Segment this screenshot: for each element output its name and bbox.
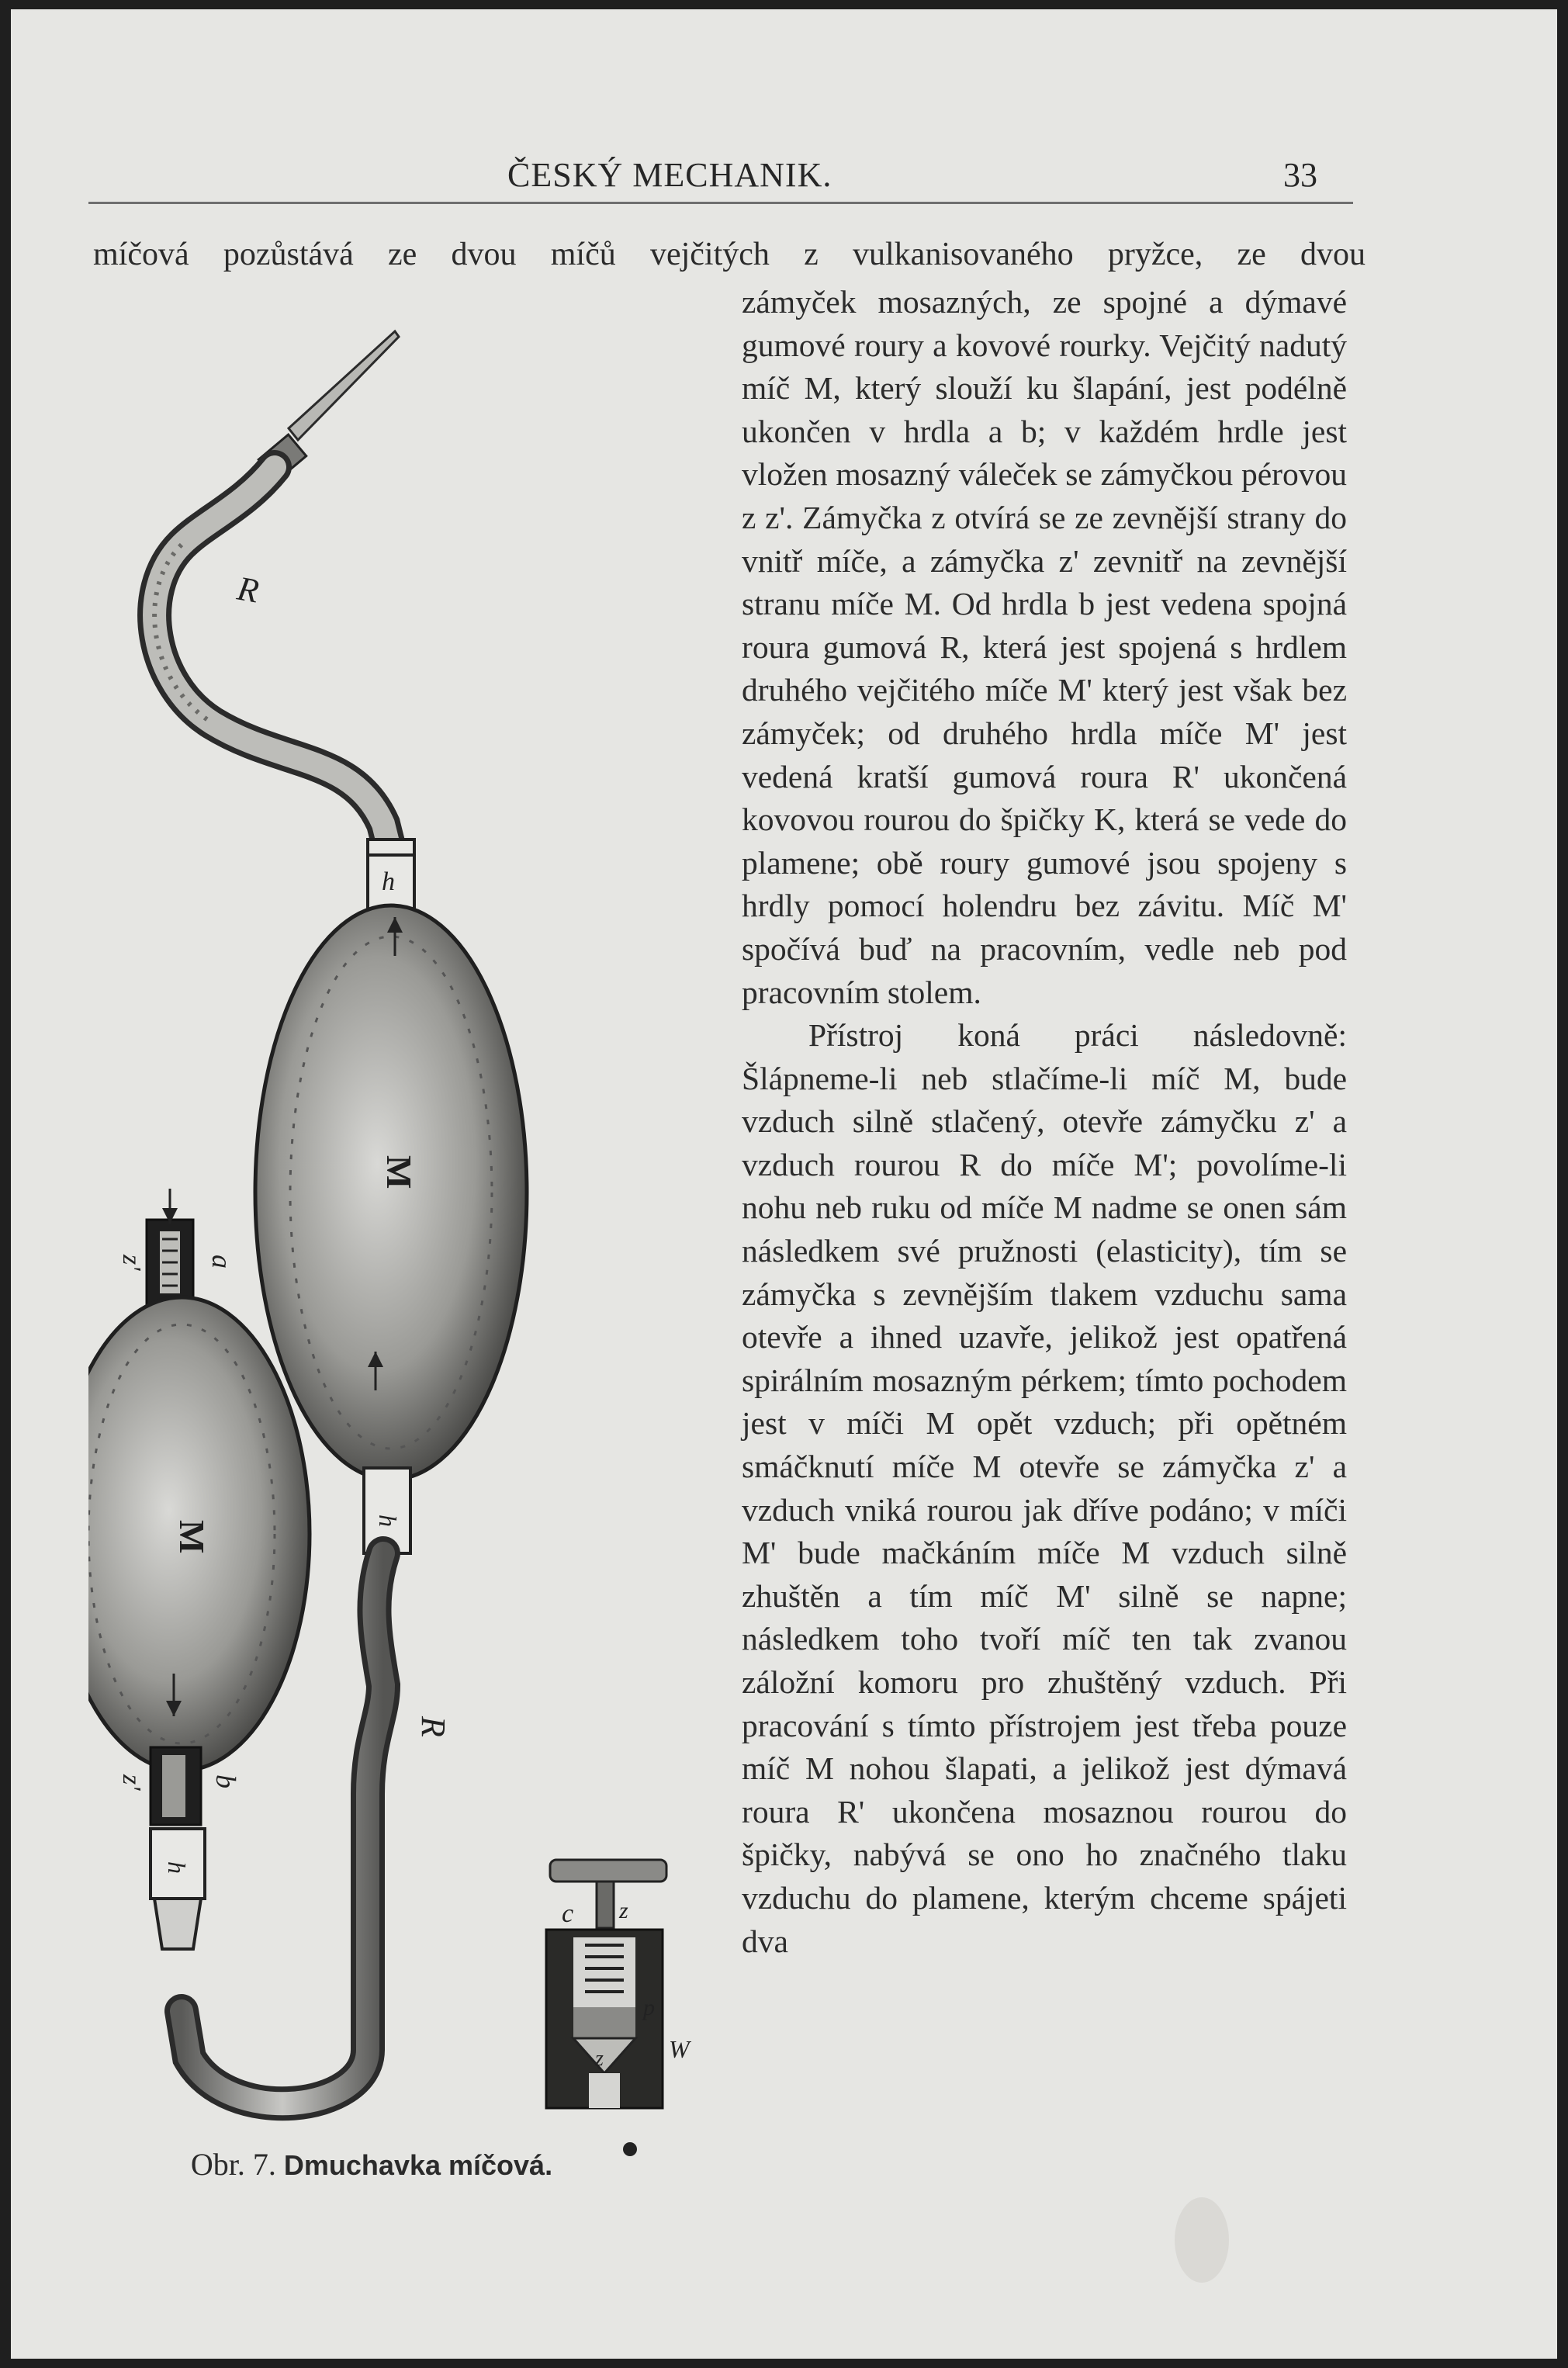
text-column: [742, 281, 1347, 1963]
paragraph-2: Přístroj koná práci následovně: Šlápneme-li neb stlačíme-li míč M, bude vzduch silně stlačený, otevře zámyčku z' a vzduch rourou R do míče M'; povolíme-li nohu neb ruku od míče M nadme se onen sám následkem své pružnosti (elasticity), tím se zámyčka s zevnějším tlakem vzduchu sama otevře a ihned uzavře, jelikož jest opatřená spirálním mosazným pérkem; tímto pochodem jest v míči M opět vzduch; při opětném smáčknutí míče M otevře se zámyčka z' a vzduch vniká rourou jak dříve podáno; v míči M' bude mačkáním míče M vzduch silně zhuštěn a tím míč M' silně se napne; následkem toho tvoří míč ten tak zvanou záložní komoru pro zhuštěný vzduch. Při pracování s tímto přístrojem jest třeba pouze míč M nohou šlapati, a jelikož jest dýmavá roura R' ukončena mosaznou rourou do špičky, nabývá se ono ho značného tlaku vzduchu do plamene, kterým chceme spájeti dva: [742, 1017, 1347, 1959]
label-lower-ball: M: [172, 1520, 212, 1554]
label-hose-middle: R: [414, 1716, 452, 1737]
page-number: 33: [1283, 156, 1317, 194]
blowpipe-illustration: [88, 320, 732, 2166]
label-detail-z2: z: [595, 2047, 604, 2071]
paper-stain: [1175, 2197, 1229, 2283]
label-detail-z: z: [619, 1898, 628, 1923]
running-head: [11, 155, 1557, 202]
first-text-line: míčová pozůstává ze dvou míčů vejčitých z vulkanisovaného pryžce, ze dvou: [93, 237, 1366, 272]
label-valve-z2: z': [117, 1774, 146, 1791]
label-detail-w: W: [669, 2035, 690, 2063]
label-neck-low: h: [163, 1861, 191, 1874]
label-hose-top: R: [234, 569, 262, 611]
label-detail-c: c: [562, 1899, 574, 1928]
caption-title: Dmuchavka míčová.: [283, 2149, 553, 2181]
paragraph-1: zámyček mosazných, ze spojné a dýmavé gumové roury a kovové rourky. Vejčitý nadutý míč M, který slouží ku šlapání, jest podélně ukončen v hrdla a b; v každém hrdle jest vložen mosazný váleček se zámyčkou pérovou z z'. Zámyčka z otvírá se ze zevnější strany do vnitř míče, a zámyčka z' zevnitř na zevnější stranu míče M. Od hrdla b jest vedena spojná roura gumová R, která jest spojená s hrdlem druhého vejčitého míče M' který jest však bez zámyček; od druhého hrdla míče M' jest vedená kratší gumová roura R' ukončená kovovou rourou do špičky K, která se vede do plamene; obě roury gumové jsou spojeny s hrdly pomocí holendru bez závitu. Míč M' spočívá buď na pracovním, vedle neb pod pracovním stolem.: [742, 284, 1347, 1010]
label-neck-mid: h: [374, 1515, 402, 1527]
header-rule: [88, 202, 1353, 204]
label-neck-b: b: [210, 1774, 241, 1788]
label-neck-a: a: [206, 1255, 237, 1269]
upper-ball: [255, 905, 527, 1480]
valve-detail: [546, 1860, 692, 2156]
figure-caption: [11, 2146, 732, 2183]
label-neck-top: h: [382, 867, 395, 896]
nozzle-tip: [289, 331, 399, 440]
label-upper-ball: M: [379, 1155, 419, 1189]
running-head-title: ČESKÝ MECHANIK.: [507, 156, 832, 194]
caption-prefix: Obr. 7.: [190, 2147, 276, 2182]
label-valve-z1: z': [117, 1255, 146, 1271]
book-page: [11, 9, 1557, 2359]
label-detail-p: p: [643, 1995, 655, 2020]
